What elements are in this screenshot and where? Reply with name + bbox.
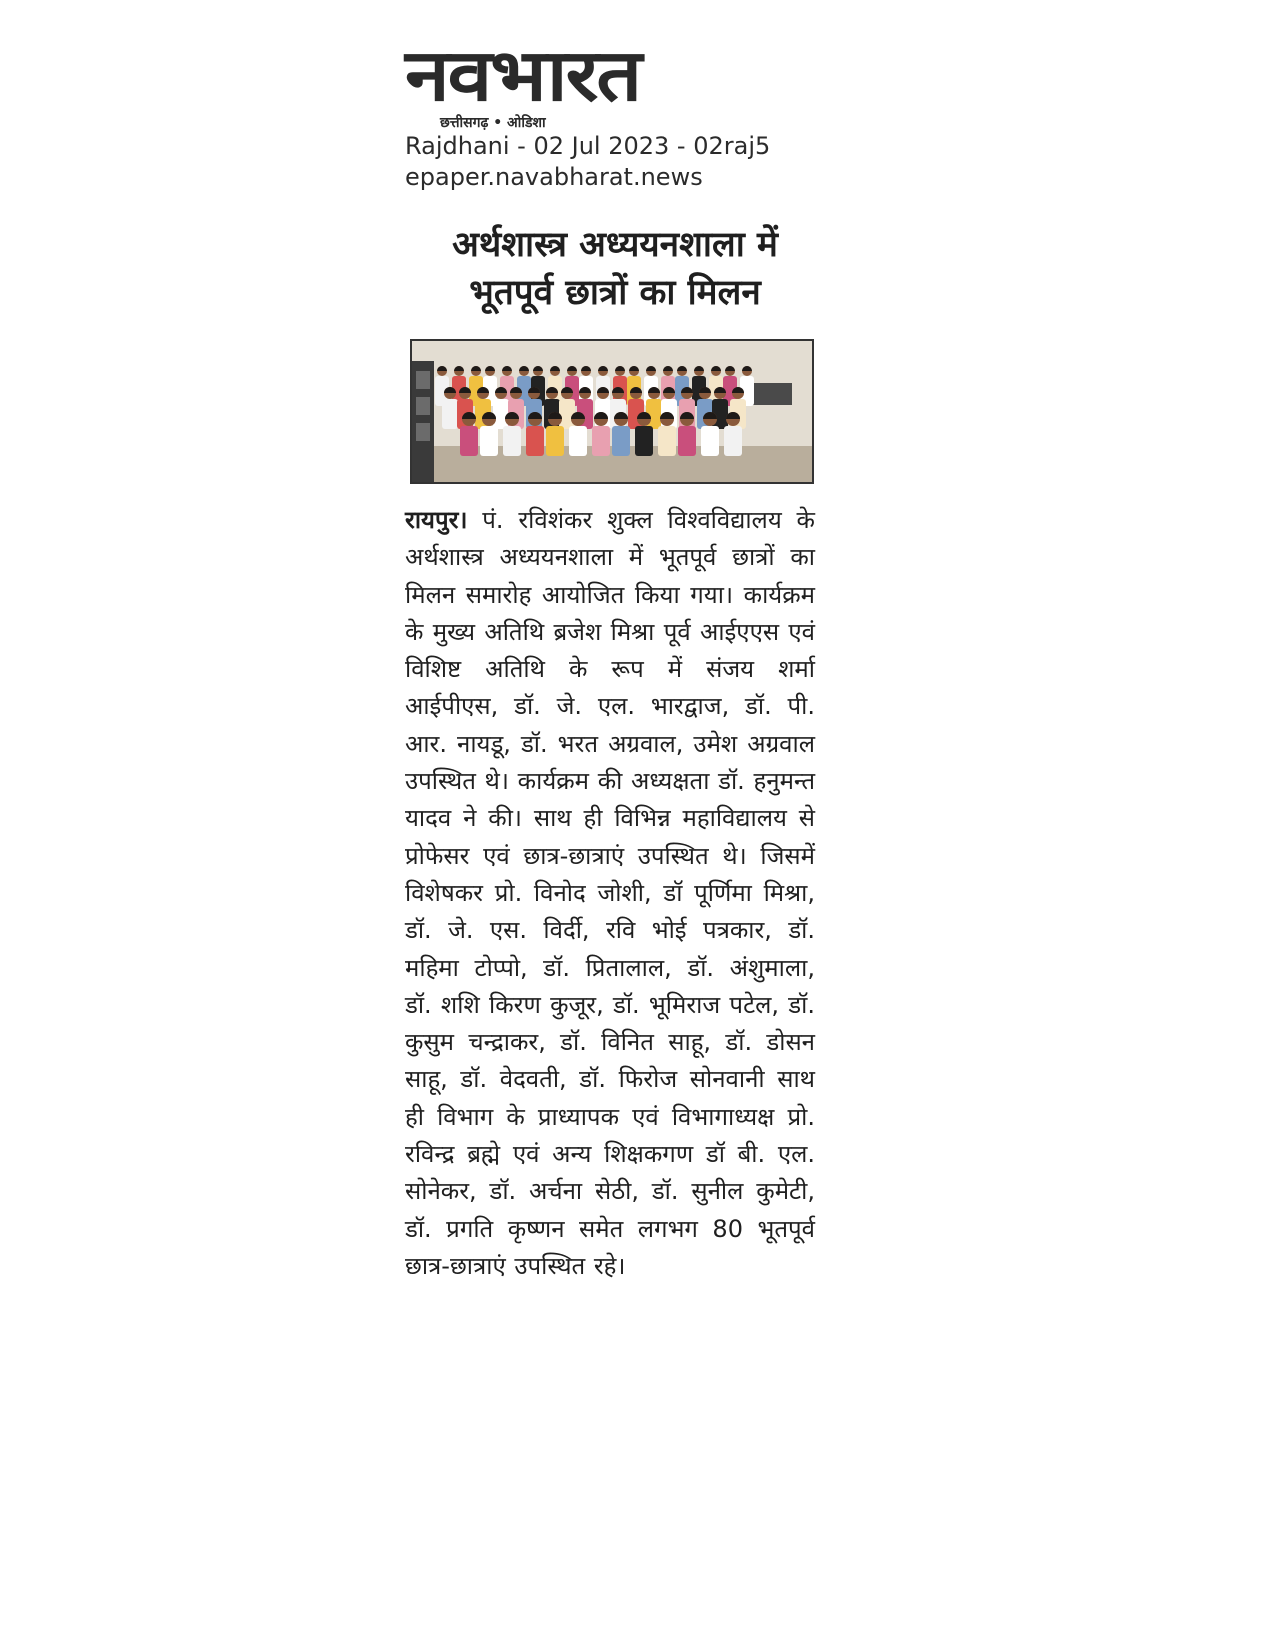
group-photo-image [412, 341, 812, 482]
masthead-regions: छत्तीसगढ़ • ओडिशा [440, 115, 546, 131]
article-body [405, 502, 815, 1285]
edition-line: Rajdhani - 02 Jul 2023 - 02raj5 [405, 132, 771, 160]
group-photo [410, 339, 814, 484]
article-body-text: पं. रविशंकर शुक्ल विश्वविद्यालय के अर्थशास्त्र अध्ययनशाला में भूतपूर्व छात्रों का मिलन समारोह आयोजित किया गया। कार्यक्रम के मुख्य अतिथि ब्रजेश मिश्रा पूर्व आईएएस एवं विशिष्ट अतिथि के रूप में संजय शर्मा आईपीएस, डॉ. जे. एल. भारद्वाज, डॉ. पी. आर. नायडू, डॉ. भरत अग्रवाल, उमेश अग्रवाल उपस्थित थे। कार्यक्रम की अध्यक्षता डॉ. हनुमन्त यादव ने की। साथ ही विभिन्न महाविद्यालय से प्रोफेसर एवं छात्र-छात्राएं उपस्थित थे। जिसमें विशेषकर प्रो. विनोद जोशी, डॉ पूर्णिमा मिश्रा, डॉ. जे. एस. विर्दी, रवि भोई पत्रकार, डॉ. महिमा टोप्पो, डॉ. प्रितालाल, डॉ. अंशुमाला, डॉ. शशि किरण कुजूर, डॉ. भूमिराज पटेल, डॉ. कुसुम चन्द्राकर, डॉ. विनित साहू, डॉ. डोसन साहू, डॉ. वेदवती, डॉ. फिरोज सोनवानी साथ ही विभाग के प्राध्यापक एवं विभागाध्यक्ष प्रो. रविन्द्र ब्रह्मे एवं अन्य शिक्षकगण डॉ बी. एल. सोनेकर, डॉ. अर्चना सेठी, डॉ. सुनील कुमेटी, डॉ. प्रगति कृष्णन समेत लगभग 80 भूतपूर्व छात्र-छात्राएं उपस्थित रहे। [405, 506, 815, 1280]
epaper-website: epaper.navabharat.news [405, 163, 703, 191]
newspaper-logo: नवभारत [405, 33, 640, 117]
article-headline: अर्थशास्त्र अध्ययनशाला में भूतपूर्व छात्रों का मिलन [452, 225, 778, 313]
masthead [405, 35, 705, 131]
news-clipping [405, 35, 825, 1285]
article-dateline: रायपुर। [405, 506, 468, 534]
